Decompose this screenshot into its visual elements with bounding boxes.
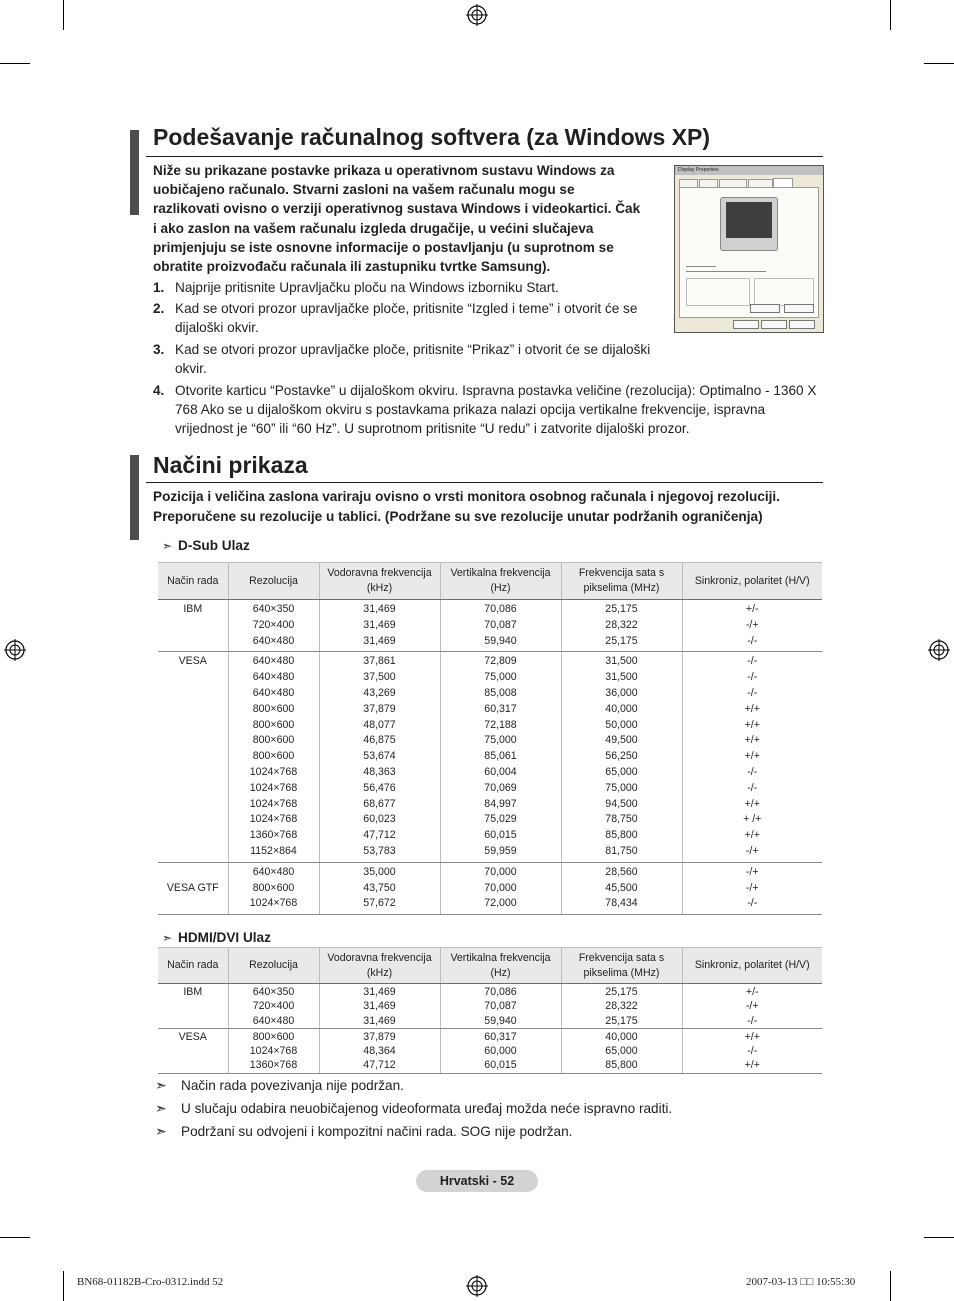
cell-value: 800×600 — [252, 718, 295, 731]
cell-value: 31,469 — [363, 986, 396, 998]
cell-value: 45,500 — [605, 881, 638, 894]
dsub-mode-table — [158, 562, 822, 915]
cell-value: 59,959 — [484, 844, 517, 857]
cell-value: 31,500 — [605, 655, 638, 668]
registration-mark-icon — [466, 4, 488, 26]
title-rule — [146, 482, 823, 483]
display-value — [686, 271, 766, 272]
cell-value: -/- — [747, 897, 758, 910]
cell-value: 800×600 — [252, 734, 295, 747]
step-item — [153, 340, 663, 378]
cell-value: 85,061 — [484, 750, 517, 763]
mode-cell — [158, 984, 228, 1029]
apply-button — [789, 320, 815, 329]
cell-value: 78,434 — [605, 897, 638, 910]
table-row — [158, 652, 822, 862]
hdmi-mode-table — [158, 947, 822, 1074]
cell-value: -/+ — [745, 1000, 759, 1013]
cell-value: 70,087 — [484, 1000, 517, 1013]
mode-cell — [158, 862, 228, 914]
cell-value: 70,086 — [484, 603, 517, 615]
step-text: Kad se otvori prozor upravljačke ploče, pritisnite “Prikaz” i otvorit će se dijaloški okvir. — [175, 341, 651, 376]
cell-value: 1024×768 — [249, 897, 298, 910]
arrow-icon: ➣ — [155, 1123, 167, 1139]
crop-mark — [63, 1271, 64, 1301]
cell-value: 1024×768 — [249, 1045, 298, 1058]
cell-value: 40,000 — [605, 1030, 638, 1043]
dialog-title: Display Properties — [678, 167, 719, 173]
cell-value: 84,997 — [484, 797, 517, 810]
cell-value: 94,500 — [605, 797, 638, 810]
cell-value: -/- — [747, 655, 758, 668]
print-slug-date: 2007-03-13 □□ 10:55:30 — [746, 1276, 856, 1288]
vfreq-cell — [440, 1028, 561, 1073]
cell-value: 72,809 — [484, 655, 517, 668]
cell-value: 70,000 — [484, 865, 517, 878]
resolution-cell — [228, 984, 319, 1029]
steps-list — [153, 278, 663, 380]
hfreq-cell — [319, 862, 440, 914]
sync-cell — [682, 652, 822, 862]
cell-value: 60,317 — [484, 1030, 517, 1043]
section-title-pc-software: Podešavanje računalnog softvera (za Windows XP) — [153, 124, 711, 150]
cell-value: 28,322 — [605, 1000, 638, 1013]
cell-value: 31,500 — [605, 671, 638, 684]
cell-value: 37,879 — [363, 1030, 396, 1043]
header-clock: Frekvencija sata s pikselima (MHz) — [561, 563, 682, 600]
clock-cell — [561, 1028, 682, 1073]
cell-value: 65,000 — [605, 1045, 638, 1058]
mode-label: VESA — [178, 655, 207, 668]
sync-cell — [682, 862, 822, 914]
advanced-button — [784, 304, 814, 313]
section-intro: Pozicija i veličina zaslona variraju ovisno o vrsti monitora osobnog računala i njegovoj rezoluciji. Preporučene su rezolucije u tablici. (Podržane su sve rezolucije unutar podržanih ograničenja) — [153, 489, 780, 524]
step-number: 1. — [153, 280, 165, 295]
cell-value: -/- — [747, 1014, 758, 1027]
cell-value: +/- — [745, 986, 759, 998]
print-slug-file: BN68-01182B-Cro-0312.indd 52 — [77, 1276, 224, 1288]
vfreq-cell — [440, 600, 561, 652]
header-hfreq: Vodoravna frekvencija (kHz) — [319, 563, 440, 600]
cell-value: 37,879 — [363, 702, 396, 715]
note-text: U slučaju odabira neuobičajenog videoformata uređaj možda neće ispravno raditi. — [181, 1101, 673, 1116]
page-number-badge: Hrvatski - 52 — [416, 1170, 538, 1192]
cell-value: 1024×768 — [249, 765, 298, 778]
header-resolution: Rezolucija — [228, 563, 319, 600]
table-row — [158, 862, 822, 914]
note-text: Podržani su odvojeni i kompozitni načini rada. SOG nije podržan. — [181, 1124, 573, 1139]
header-clock: Frekvencija sata s pikselima (MHz) — [561, 948, 682, 984]
arrow-icon: ➣ — [155, 1077, 167, 1093]
cell-value: 28,560 — [605, 865, 638, 878]
cell-value: 800×600 — [252, 881, 295, 894]
vfreq-cell — [440, 984, 561, 1029]
hdmi-label — [162, 930, 271, 945]
note-item — [155, 1120, 672, 1143]
note-text: Način rada povezivanja nije podržan. — [181, 1078, 404, 1093]
dialog-tabs — [679, 179, 819, 187]
cell-value: +/+ — [744, 750, 760, 763]
table-row — [158, 600, 822, 652]
cell-value: 720×400 — [252, 618, 295, 631]
section-title-display-modes: Načini prikaza — [153, 452, 308, 478]
table-row — [158, 1028, 822, 1073]
cell-value: 800×600 — [252, 702, 295, 715]
resolution-cell — [228, 652, 319, 862]
mode-label: IBM — [183, 986, 203, 998]
screen-resolution-group — [686, 278, 750, 306]
header-sync: Sinkroniz, polaritet (H/V) — [682, 563, 822, 600]
section-intro: Niže su prikazane postavke prikaza u operativnom sustavu Windows za uobičajeno računalo. Stvarni zasloni na vašem računalu mogu se razlikovati ovisno o verziji operativnog sustava Windows i videokartici. Čak i ako zaslon na vašem računalu izgleda drugačije, u većini slučajeva primjenjuju se iste osnovne informacije o postavljanju (u suprotnom se obratite proizvođaču računala ili zastupniku tvrtke Samsung). — [153, 163, 641, 275]
header-mode: Način rada — [158, 948, 228, 984]
cell-value: +/+ — [744, 1030, 760, 1043]
cell-value: +/+ — [744, 702, 760, 715]
hfreq-cell — [319, 1028, 440, 1073]
cell-value: 35,000 — [363, 865, 396, 878]
cell-value: 36,000 — [605, 686, 638, 699]
ok-button — [733, 320, 759, 329]
header-hfreq: Vodoravna frekvencija (kHz) — [319, 948, 440, 984]
resolution-cell — [228, 1028, 319, 1073]
crop-mark — [63, 0, 64, 30]
step-text: Kad se otvori prozor upravljačke ploče, pritisnite “Izgled i teme” i otvorit će se dijaloški okvir. — [175, 301, 638, 336]
monitor-screen — [726, 202, 772, 238]
cell-value: 57,672 — [363, 897, 396, 910]
cell-value: 78,750 — [605, 813, 638, 826]
cell-value: 1024×768 — [249, 797, 298, 810]
hfreq-cell — [319, 984, 440, 1029]
sync-cell — [682, 1028, 822, 1073]
cell-value: 59,940 — [484, 634, 517, 647]
cell-value: 70,069 — [484, 781, 517, 794]
title-rule — [146, 156, 823, 157]
cell-value: 81,750 — [605, 844, 638, 857]
cell-value: 640×480 — [252, 1014, 295, 1027]
cell-value: 48,364 — [363, 1045, 396, 1058]
cell-value: -/+ — [745, 618, 759, 631]
crop-mark — [890, 1271, 891, 1301]
cell-value: 53,783 — [363, 844, 396, 857]
hfreq-cell — [319, 600, 440, 652]
clock-cell — [561, 984, 682, 1029]
section-sidebar-bar — [130, 130, 139, 215]
settings-pane — [679, 187, 819, 318]
cell-value: 31,469 — [363, 618, 396, 631]
cell-value: 48,077 — [363, 718, 396, 731]
registration-mark-icon — [928, 639, 950, 661]
cell-value: 72,188 — [484, 718, 517, 731]
cell-value: +/+ — [744, 718, 760, 731]
cell-value: 85,800 — [605, 1059, 638, 1072]
cell-value: 59,940 — [484, 1014, 517, 1027]
cell-value: 31,469 — [363, 1000, 396, 1013]
header-mode: Način rada — [158, 563, 228, 600]
clock-cell — [561, 652, 682, 862]
cell-value: 47,712 — [363, 1059, 396, 1072]
step-number: 4. — [153, 383, 165, 398]
cell-value: -/- — [747, 686, 758, 699]
header-vfreq: Vertikalna frekvencija (Hz) — [440, 563, 561, 600]
cell-value: 68,677 — [363, 797, 396, 810]
step-number: 2. — [153, 301, 165, 317]
cell-value: 60,004 — [484, 765, 517, 778]
arrow-icon: ➣ — [162, 539, 173, 553]
cell-value: 47,712 — [363, 829, 396, 842]
cell-value: 800×600 — [252, 750, 295, 763]
cell-value: 60,015 — [484, 1059, 517, 1072]
cell-value: 49,500 — [605, 734, 638, 747]
mode-cell — [158, 652, 228, 862]
cell-value: 72,000 — [484, 897, 517, 910]
cell-value: 720×400 — [252, 1000, 295, 1013]
cell-value: 37,500 — [363, 671, 396, 684]
registration-mark-icon — [466, 1275, 488, 1297]
cell-value: 31,469 — [363, 634, 396, 647]
cell-value: 640×350 — [252, 986, 295, 998]
sync-cell — [682, 600, 822, 652]
cell-value: 60,015 — [484, 829, 517, 842]
cell-value: -/+ — [745, 844, 759, 857]
cell-value: 70,000 — [484, 881, 517, 894]
registration-mark-icon — [4, 639, 26, 661]
mode-cell — [158, 1028, 228, 1073]
note-item — [155, 1074, 672, 1097]
step-item — [153, 299, 663, 337]
cell-value: 65,000 — [605, 765, 638, 778]
header-sync: Sinkroniz, polaritet (H/V) — [682, 948, 822, 984]
cell-value: +/+ — [744, 829, 760, 842]
cell-value: -/- — [747, 765, 758, 778]
cell-value: 53,674 — [363, 750, 396, 763]
cell-value: 640×480 — [252, 686, 295, 699]
vfreq-cell — [440, 652, 561, 862]
cell-value: +/- — [745, 603, 759, 615]
crop-mark — [890, 0, 891, 30]
display-label — [686, 266, 716, 267]
steps-list — [153, 381, 823, 441]
cell-value: -/- — [747, 671, 758, 684]
cell-value: 43,269 — [363, 686, 396, 699]
color-quality-group — [754, 278, 814, 306]
cell-value: +/+ — [744, 1059, 760, 1072]
cell-value: 75,029 — [484, 813, 517, 826]
cell-value: 31,469 — [363, 1014, 396, 1027]
cell-value: 75,000 — [484, 671, 517, 684]
cell-value: 60,000 — [484, 1045, 517, 1058]
table-row — [158, 984, 822, 1029]
cell-value: 1024×768 — [249, 781, 298, 794]
step-number: 3. — [153, 341, 165, 357]
hfreq-cell — [319, 652, 440, 862]
dialog-titlebar — [675, 166, 823, 175]
cell-value: 48,363 — [363, 765, 396, 778]
hdmi-label-text: HDMI/DVI Ulaz — [178, 930, 271, 945]
cell-value: 1360×768 — [249, 1059, 298, 1072]
cell-value: 70,087 — [484, 618, 517, 631]
cell-value: 40,000 — [605, 702, 638, 715]
monitor-icon — [720, 197, 778, 251]
header-vfreq: Vertikalna frekvencija (Hz) — [440, 948, 561, 984]
cell-value: 1152×864 — [250, 844, 297, 857]
cell-value: 640×480 — [252, 865, 295, 878]
cell-value: 60,023 — [363, 813, 396, 826]
cell-value: 640×480 — [252, 671, 295, 684]
header-resolution: Rezolucija — [228, 948, 319, 984]
cell-value: 28,322 — [605, 618, 638, 631]
clock-cell — [561, 862, 682, 914]
cell-value: 50,000 — [605, 718, 638, 731]
crop-mark — [0, 63, 30, 64]
arrow-icon: ➣ — [155, 1100, 167, 1116]
cell-value: 37,861 — [363, 655, 396, 668]
resolution-cell — [228, 862, 319, 914]
step-text: Otvorite karticu “Postavke” u dijaloškom okviru. Ispravna postavka veličine (rezolucija): Optimalno - 1360 X 768 Ako se u dijaloškom okviru s postavkama prikaza nalazi opcija vertikalne frekvencije, ispravna vrijednost je “60” ili “60 Hz”. U suprotnom pritisnite “U redu” i zatvorite dijaloški prozor. — [175, 383, 817, 437]
cell-value: 85,800 — [605, 829, 638, 842]
cell-value: -/- — [747, 781, 758, 794]
resolution-cell — [228, 600, 319, 652]
cell-value: 31,469 — [363, 603, 396, 615]
section-sidebar-bar — [130, 455, 139, 540]
cell-value: -/+ — [745, 865, 759, 878]
cell-value: 43,750 — [363, 881, 396, 894]
cell-value: -/- — [747, 634, 758, 647]
cell-value: 25,175 — [605, 634, 638, 647]
crop-mark — [924, 63, 954, 64]
cell-value: 75,000 — [605, 781, 638, 794]
dsub-label — [162, 538, 250, 553]
cell-value: 75,000 — [484, 734, 517, 747]
cell-value: 640×480 — [252, 634, 295, 647]
cell-value: + /+ — [743, 813, 762, 826]
table-header-row — [158, 948, 822, 984]
table-header-row — [158, 563, 822, 600]
cell-value: -/- — [747, 1045, 758, 1058]
cell-value: 46,875 — [363, 734, 396, 747]
cell-value: 25,175 — [605, 603, 638, 615]
step-item — [153, 278, 663, 297]
dsub-label-text: D-Sub Ulaz — [178, 538, 250, 553]
vfreq-cell — [440, 862, 561, 914]
crop-mark — [924, 1237, 954, 1238]
arrow-icon: ➣ — [162, 931, 173, 945]
step-item — [153, 381, 823, 439]
cell-value: 70,086 — [484, 986, 517, 998]
cell-value: 1360×768 — [249, 829, 298, 842]
cell-value: 85,008 — [484, 686, 517, 699]
cancel-button — [761, 320, 787, 329]
clock-cell — [561, 600, 682, 652]
notes-list — [155, 1074, 672, 1143]
cell-value: +/+ — [744, 797, 760, 810]
cell-value: 56,476 — [363, 781, 396, 794]
cell-value: 800×600 — [252, 1030, 295, 1043]
mode-cell — [158, 600, 228, 652]
cell-value: 60,317 — [484, 702, 517, 715]
mode-label: IBM — [183, 603, 203, 615]
note-item — [155, 1097, 672, 1120]
crop-mark — [0, 1237, 30, 1238]
step-text: Najprije pritisnite Upravljačku ploču na Windows izborniku Start. — [175, 280, 559, 295]
cell-value: -/+ — [745, 881, 759, 894]
cell-value: 640×350 — [252, 603, 295, 615]
display-properties-screenshot — [674, 165, 824, 333]
sync-cell — [682, 984, 822, 1029]
mode-label: VESA — [178, 1030, 207, 1043]
cell-value: 56,250 — [605, 750, 638, 763]
cell-value: 1024×768 — [249, 813, 298, 826]
troubleshoot-button — [750, 304, 780, 313]
cell-value: 25,175 — [605, 986, 638, 998]
cell-value: +/+ — [744, 734, 760, 747]
cell-value: 640×480 — [252, 655, 295, 668]
cell-value: 25,175 — [605, 1014, 638, 1027]
mode-label: VESA GTF — [166, 881, 219, 894]
